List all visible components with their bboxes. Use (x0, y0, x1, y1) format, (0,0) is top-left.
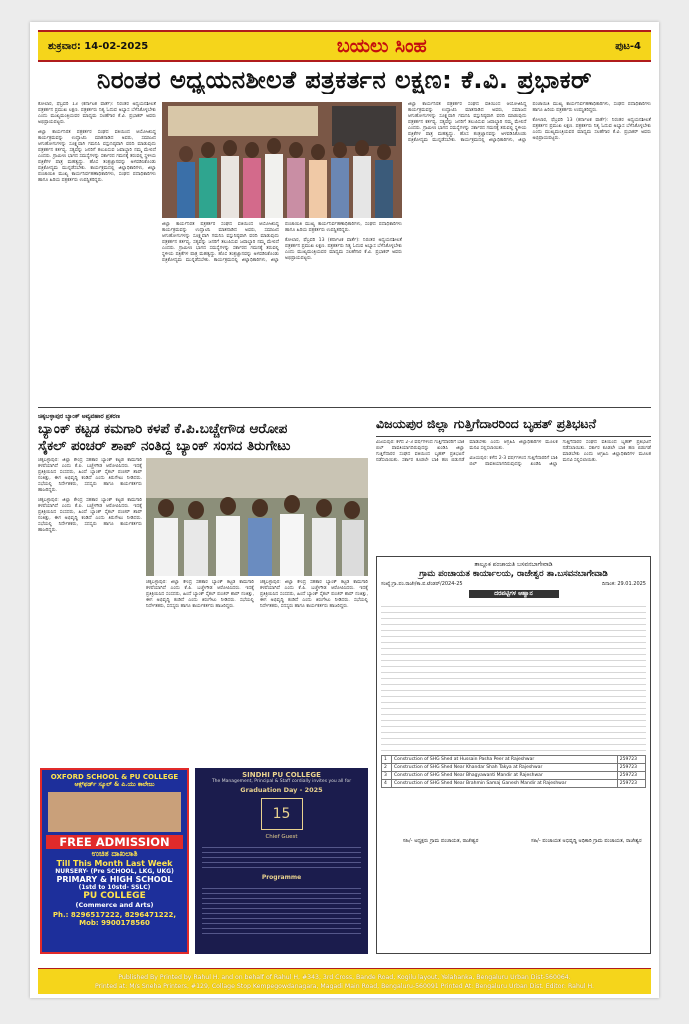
newspaper-page (30, 22, 659, 998)
lead-story-body-cont: ಜಿಲ್ಲಾ ಕಾರ್ಯನಿರತ ಪತ್ರಕರ್ತರ ಸಂಘದ ವತಿಯಿಂದ ಆಯೋಜಿಸಿದ್ದ ಕಾರ್ಯಕ್ರಮವನ್ನು ಉದ್ಘಾಟಿಸಿ ಮಾತನಾಡಿದ ಅವರು, ಸಮಾಜದ ಆಗುಹೋಗುಗಳನ್ನು ಸೂಕ್ಷ್ಮವಾಗಿ ಗಮನಿಸಿ ವಸ್ತುನಿಷ್ಠವಾಗಿ ವರದಿ ಮಾಡುವುದು ಪತ್ರಕರ್ತನ ಕರ್ತವ್ಯ. ಸತ್ಯವನ್ನು ಜನರಿಗೆ ತಲುಪಿಸುವ ಜವಾಬ್ದಾರಿ ನಮ್ಮ ಮೇಲಿದೆ ಎಂದರು. ಗ್ರಾಮೀಣ ಭಾಗದ ಸಮಸ್ಯೆಗಳನ್ನು ಸರ್ಕಾರದ ಗಮನಕ್ಕೆ ತರುವಲ್ಲಿ ಸ್ಥಳೀಯ ಪತ್ರಿಕೆಗಳ ಪಾತ್ರ ಮಹತ್ವದ್ದು. ಹೊಸ ತಂತ್ರಜ್ಞಾನವನ್ನು ಅಳವಡಿಸಿಕೊಂಡು ಪತ್ರಿಕೋದ್ಯಮ ಮುನ್ನಡೆಸಬೇಕು. ಕಾರ್ಯಕ್ರಮದಲ್ಲಿ ಜಿಲ್ಲಾಧಿಕಾರಿಗಳು, ಜಿಲ್ಲಾ ಪಂಚಾಯಿತಿ ಮುಖ್ಯ ಕಾರ್ಯನಿರ್ವಹಣಾಧಿಕಾರಿಗಳು, ಸಂಘದ ಪದಾಧಿಕಾರಿಗಳು ಹಾಗೂ ಹಿರಿಯ ಪತ್ರಕರ್ತರು ಉಪಸ್ಥಿತರಿದ್ದರು. (162, 222, 402, 263)
page-number: ಪುಟ-4 (615, 40, 641, 52)
notice-org: ತಾಲ್ಲೂಕ ಪಂಚಾಯತಿ ಬಸವನಬಾಗೇವಾಡಿ (474, 561, 553, 568)
notice-row (382, 764, 646, 772)
story2-headline-1: ಬ್ಯಾಂಕ್ ಕಟ್ಟಡ ಕಮಗಾರಿ ಕಳಪೆ ಕೆ.ಪಿ.ಬಚ್ಚೇಗೌಡ ಆರೋಪ (38, 421, 288, 437)
notice-text-block (381, 601, 646, 751)
story2-kicker: ಚಿಕ್ಕಬಳ್ಳಾಪುರ ಬ್ಯಾಂಕ್ ಅವ್ಯವಹಾರ ಪ್ರಕರಣ (38, 413, 120, 420)
notice-cell-amount: 259723 (617, 780, 645, 788)
imprint-line-1: Published By Printed by Rahul H. and on behalf of Rahul H, #343, 3rd Cross, Bande Road, Kogilu layout, Yelahanka, Bengaluru Urban Dist-560064. (118, 974, 571, 981)
notice-title: ಗ್ರಾಮ ಪಂಚಾಯತ ಕಾರ್ಯಾಲಯ, ರಾಜೇಶ್ವರ ತಾ.ಬಸವನಬಾಗೇವಾಡಿ (419, 569, 608, 579)
sindhi-college-ad (195, 768, 368, 954)
notice-signatures (381, 838, 646, 844)
college-name: SINDHI PU COLLEGE (242, 771, 321, 779)
story3-body-cols (376, 440, 651, 552)
story2-body-3: ಚಿಕ್ಕಬಳ್ಳಾಪುರ: ಜಿಲ್ಲಾ ಕೇಂದ್ರ ಸಹಕಾರ ಬ್ಯಾಂಕ್ ಕಟ್ಟಡ ಕಾಮಗಾರಿ ಕಳಪೆಯಾಗಿದೆ ಎಂದು ಕೆ.ಪಿ. ಬಚ್ಚೇಗೌಡ ಆರೋಪಿಸಿದರು. ಇದಕ್ಕೆ ಪ್ರತಿಕ್ರಿಯಿಸಿದ ಸಂಸದರು, ಹಿಂದೆ ಬ್ಯಾಂಕ್ ಸೈಕಲ್ ಪಂಚರ್ ಶಾಪ್ ನಂತಿತ್ತು, ಈಗ ಅಭಿವೃದ್ಧಿ ಕಂಡಿದೆ ಎಂದು ತಿರುಗೇಟು ನೀಡಿದರು. ಸಭೆಯಲ್ಲಿ ನಿರ್ದೇಶಕರು, ಸದಸ್ಯರು ಹಾಗೂ ಕಾರ್ಯಕರ್ತರು ಹಾಜರಿದ್ದರು. (260, 580, 368, 609)
notice-cell-work: Construction of SHG Shed at Hussain Pasha Peer at Rajeshwar (392, 756, 618, 764)
lead-story-intro: ಕೋಲಾರ, ಫೆಬ್ರವರಿ 13 (ಕರ್ನಾಟಕ ವಾರ್ತೆ): ನಿರಂತರ ಅಧ್ಯಯನಶೀಲತೆ ಪತ್ರಕರ್ತನ ಪ್ರಮುಖ ಲಕ್ಷಣ. ಪತ್ರಕರ್ತರು ನಿತ್ಯ ಓದುವ ಅಭ್ಯಾಸ ಬೆಳೆಸಿಕೊಳ್ಳಬೇಕು ಎಂದು ಮುಖ್ಯಮಂತ್ರಿಯವರ ಮಾಧ್ಯಮ ಸಲಹೆಗಾರ ಕೆ.ವಿ. ಪ್ರಭಾಕರ್ ಅವರು ಅಭಿಪ್ರಾಯಪಟ್ಟರು. (38, 102, 156, 125)
notice-row (382, 756, 646, 764)
lead-story-col-3 (408, 102, 651, 402)
oxford-offer: FREE ADMISSION (46, 835, 183, 849)
imprint-footer (38, 968, 651, 994)
story2-headline-2: ಸೈಕಲ್ ಪಂಚರ್ ಶಾಪ್ ನಂತಿದ್ದ ಬ್ಯಾಂಕ್ ಸಂಸದ ತಿರುಗೇಟು (38, 438, 291, 454)
story3-divider (376, 436, 651, 437)
oxford-phone: Ph.: 8296517222, 8296471222, (52, 911, 177, 919)
imprint-line-2: Printed at: M/s Sneha Printers, #129, Collage Stop Kempegowdanagara, Magadi Main Road, Bengaluru-560091 Printed At: Bengaluru Urban Dist. Editor: Rahul H. (95, 983, 594, 990)
lead-story-body-right: ಜಿಲ್ಲಾ ಕಾರ್ಯನಿರತ ಪತ್ರಕರ್ತರ ಸಂಘದ ವತಿಯಿಂದ ಆಯೋಜಿಸಿದ್ದ ಕಾರ್ಯಕ್ರಮವನ್ನು ಉದ್ಘಾಟಿಸಿ ಮಾತನಾಡಿದ ಅವರು, ಸಮಾಜದ ಆಗುಹೋಗುಗಳನ್ನು ಸೂಕ್ಷ್ಮವಾಗಿ ಗಮನಿಸಿ ವಸ್ತುನಿಷ್ಠವಾಗಿ ವರದಿ ಮಾಡುವುದು ಪತ್ರಕರ್ತನ ಕರ್ತವ್ಯ. ಸತ್ಯವನ್ನು ಜನರಿಗೆ ತಲುಪಿಸುವ ಜವಾಬ್ದಾರಿ ನಮ್ಮ ಮೇಲಿದೆ ಎಂದರು. ಗ್ರಾಮೀಣ ಭಾಗದ ಸಮಸ್ಯೆಗಳನ್ನು ಸರ್ಕಾರದ ಗಮನಕ್ಕೆ ತರುವಲ್ಲಿ ಸ್ಥಳೀಯ ಪತ್ರಿಕೆಗಳ ಪಾತ್ರ ಮಹತ್ವದ್ದು. ಹೊಸ ತಂತ್ರಜ್ಞಾನವನ್ನು ಅಳವಡಿಸಿಕೊಂಡು ಪತ್ರಿಕೋದ್ಯಮ ಮುನ್ನಡೆಸಬೇಕು. ಕಾರ್ಯಕ್ರಮದಲ್ಲಿ ಜಿಲ್ಲಾಧಿಕಾರಿಗಳು, ಜಿಲ್ಲಾ ಪಂಚಾಯಿತಿ ಮುಖ್ಯ ಕಾರ್ಯನಿರ್ವಹಣಾಧಿಕಾರಿಗಳು, ಸಂಘದ ಪದಾಧಿಕಾರಿಗಳು ಹಾಗೂ ಹಿರಿಯ ಪತ್ರಕರ್ತರು ಉಪಸ್ಥಿತರಿದ್ದರು. (408, 102, 651, 143)
story2-photo (146, 458, 368, 576)
lead-story-intro-cont: ಕೋಲಾರ, ಫೆಬ್ರವರಿ 13 (ಕರ್ನಾಟಕ ವಾರ್ತೆ): ನಿರಂತರ ಅಧ್ಯಯನಶೀಲತೆ ಪತ್ರಕರ್ತನ ಪ್ರಮುಖ ಲಕ್ಷಣ. ಪತ್ರಕರ್ತರು ನಿತ್ಯ ಓದುವ ಅಭ್ಯಾಸ ಬೆಳೆಸಿಕೊಳ್ಳಬೇಕು ಎಂದು ಮುಖ್ಯಮಂತ್ರಿಯವರ ಮಾಧ್ಯಮ ಸಲಹೆಗಾರ ಕೆ.ವಿ. ಪ್ರಭಾಕರ್ ಅವರು ಅಭಿಪ್ರಾಯಪಟ್ಟರು. (285, 238, 402, 261)
college-guest-list (202, 843, 361, 871)
college-tagline: The Management, Principal & Staff cordially invites you all for (211, 779, 352, 784)
lead-story-intro-right: ಕೋಲಾರ, ಫೆಬ್ರವರಿ 13 (ಕರ್ನಾಟಕ ವಾರ್ತೆ): ನಿರಂತರ ಅಧ್ಯಯನಶೀಲತೆ ಪತ್ರಕರ್ತನ ಪ್ರಮುಖ ಲಕ್ಷಣ. ಪತ್ರಕರ್ತರು ನಿತ್ಯ ಓದುವ ಅಭ್ಯಾಸ ಬೆಳೆಸಿಕೊಳ್ಳಬೇಕು ಎಂದು ಮುಖ್ಯಮಂತ್ರಿಯವರ ಮಾಧ್ಯಮ ಸಲಹೆಗಾರ ಕೆ.ವಿ. ಪ್ರಭಾಕರ್ ಅವರು ಅಭಿಪ್ರಾಯಪಟ್ಟರು. (532, 118, 651, 141)
oxford-pu-sub: (Commerce and Arts) (75, 901, 154, 909)
notice-cell-amount: 259723 (617, 772, 645, 780)
lead-story-col-1 (38, 102, 156, 402)
lead-photo (162, 102, 402, 218)
paper-title: ಬಯಲು ಸಿಂಹ (336, 35, 427, 57)
story2-header (38, 413, 368, 455)
notice-cell-amount: 259723 (617, 756, 645, 764)
notice-heading: ದರಪಟ್ಟಿಗಳ ಆಹ್ವಾನ (469, 590, 559, 598)
story3-headline: ವಿಜಯಪುರ ಜಿಲ್ಲಾ ಗುತ್ತಿಗೆದಾರರಿಂದ ಬೃಹತ್ ಪ್ರತಿಭಟನೆ (376, 416, 597, 431)
oxford-primary-sub: (1std to 10std- SSLC) (78, 884, 151, 891)
college-program-list (202, 884, 361, 934)
notice-row (382, 772, 646, 780)
notice-ref: ಸಂಖ್ಯೆ:ಗ್ರಾ.ಪಂ.ರಾಜೇ/ಕಾ.ಪ.ಟೆಂಡರ್/2024-25 (381, 581, 463, 587)
notice-cell-work: Construction of SHG Shed Near Khandar Shah Takya at Rajeshwar (392, 764, 618, 772)
notice-cell-no: 2 (382, 764, 392, 772)
oxford-name-kn: ಆಕ್ಸ್‌ಫರ್ಡ್ ಸ್ಕೂಲ್ & ಪಿ.ಯು ಕಾಲೇಜು (74, 781, 155, 788)
oxford-building-photo (48, 792, 181, 832)
notice-cell-no: 4 (382, 780, 392, 788)
masthead (38, 30, 651, 62)
oxford-primary: PRIMARY & HIGH SCHOOL (56, 875, 173, 884)
oxford-name-en: OXFORD SCHOOL & PU COLLEGE (50, 773, 179, 781)
story2-body-cont: ಚಿಕ್ಕಬಳ್ಳಾಪುರ: ಜಿಲ್ಲಾ ಕೇಂದ್ರ ಸಹಕಾರ ಬ್ಯಾಂಕ್ ಕಟ್ಟಡ ಕಾಮಗಾರಿ ಕಳಪೆಯಾಗಿದೆ ಎಂದು ಕೆ.ಪಿ. ಬಚ್ಚೇಗೌಡ ಆರೋಪಿಸಿದರು. ಇದಕ್ಕೆ ಪ್ರತಿಕ್ರಿಯಿಸಿದ ಸಂಸದರು, ಹಿಂದೆ ಬ್ಯಾಂಕ್ ಸೈಕಲ್ ಪಂಚರ್ ಶಾಪ್ ನಂತಿತ್ತು, ಈಗ ಅಭಿವೃದ್ಧಿ ಕಂಡಿದೆ ಎಂದು ತಿರುಗೇಟು ನೀಡಿದರು. ಸಭೆಯಲ್ಲಿ ನಿರ್ದೇಶಕರು, ಸದಸ್ಯರು ಹಾಗೂ ಕಾರ್ಯಕರ್ತರು ಹಾಜರಿದ್ದರು. (38, 498, 142, 533)
notice-cell-work: Construction of SHG Shed Near Brahmin Samaj Ganesh Mandir at Rajeshwar (392, 780, 618, 788)
story2-body-2: ಚಿಕ್ಕಬಳ್ಳಾಪುರ: ಜಿಲ್ಲಾ ಕೇಂದ್ರ ಸಹಕಾರ ಬ್ಯಾಂಕ್ ಕಟ್ಟಡ ಕಾಮಗಾರಿ ಕಳಪೆಯಾಗಿದೆ ಎಂದು ಕೆ.ಪಿ. ಬಚ್ಚೇಗೌಡ ಆರೋಪಿಸಿದರು. ಇದಕ್ಕೆ ಪ್ರತಿಕ್ರಿಯಿಸಿದ ಸಂಸದರು, ಹಿಂದೆ ಬ್ಯಾಂಕ್ ಸೈಕಲ್ ಪಂಚರ್ ಶಾಪ್ ನಂತಿತ್ತು, ಈಗ ಅಭಿವೃದ್ಧಿ ಕಂಡಿದೆ ಎಂದು ತಿರುಗೇಟು ನೀಡಿದರು. ಸಭೆಯಲ್ಲಿ ನಿರ್ದೇಶಕರು, ಸದಸ್ಯರು ಹಾಗೂ ಕಾರ್ಯಕರ್ತರು ಹಾಜರಿದ್ದರು. (146, 580, 254, 609)
notice-works-table (381, 755, 646, 788)
story2-col-1 (38, 458, 142, 764)
oxford-pu: PU COLLEGE (83, 891, 146, 901)
notice-date: ದಿನಾಂಕ: 29.01.2025 (601, 581, 646, 587)
issue-date: ಶುಕ್ರವಾರ: 14-02-2025 (48, 40, 149, 52)
college-program-label: Programme (261, 874, 302, 881)
college-chief-label: Chief Guest (265, 834, 298, 840)
oxford-deadline: Till This Month Last Week (56, 859, 173, 868)
notice-sign-left: ಸಹಿ/- ಅಧ್ಯಕ್ಷರು ಗ್ರಾಮ ಪಂಚಾಯತ, ರಾಜೇಶ್ವರ (402, 838, 479, 844)
oxford-school-ad (40, 768, 189, 954)
lead-story-body: ಜಿಲ್ಲಾ ಕಾರ್ಯನಿರತ ಪತ್ರಕರ್ತರ ಸಂಘದ ವತಿಯಿಂದ ಆಯೋಜಿಸಿದ್ದ ಕಾರ್ಯಕ್ರಮವನ್ನು ಉದ್ಘಾಟಿಸಿ ಮಾತನಾಡಿದ ಅವರು, ಸಮಾಜದ ಆಗುಹೋಗುಗಳನ್ನು ಸೂಕ್ಷ್ಮವಾಗಿ ಗಮನಿಸಿ ವಸ್ತುನಿಷ್ಠವಾಗಿ ವರದಿ ಮಾಡುವುದು ಪತ್ರಕರ್ತನ ಕರ್ತವ್ಯ. ಸತ್ಯವನ್ನು ಜನರಿಗೆ ತಲುಪಿಸುವ ಜವಾಬ್ದಾರಿ ನಮ್ಮ ಮೇಲಿದೆ ಎಂದರು. ಗ್ರಾಮೀಣ ಭಾಗದ ಸಮಸ್ಯೆಗಳನ್ನು ಸರ್ಕಾರದ ಗಮನಕ್ಕೆ ತರುವಲ್ಲಿ ಸ್ಥಳೀಯ ಪತ್ರಿಕೆಗಳ ಪಾತ್ರ ಮಹತ್ವದ್ದು. ಹೊಸ ತಂತ್ರಜ್ಞಾನವನ್ನು ಅಳವಡಿಸಿಕೊಂಡು ಪತ್ರಿಕೋದ್ಯಮ ಮುನ್ನಡೆಸಬೇಕು. ಕಾರ್ಯಕ್ರಮದಲ್ಲಿ ಜಿಲ್ಲಾಧಿಕಾರಿಗಳು, ಜಿಲ್ಲಾ ಪಂಚಾಯಿತಿ ಮುಖ್ಯ ಕಾರ್ಯನಿರ್ವಹಣಾಧಿಕಾರಿಗಳು, ಸಂಘದ ಪದಾಧಿಕಾರಿಗಳು ಹಾಗೂ ಹಿರಿಯ ಪತ್ರಕರ್ತರು ಉಪಸ್ಥಿತರಿದ್ದರು. (38, 130, 156, 183)
college-badge: 15 (261, 798, 303, 830)
notice-row (382, 780, 646, 788)
college-event: Graduation Day - 2025 (240, 786, 323, 794)
notice-sign-right: ಸಹಿ/- ಪಂಚಾಯತ ಅಭಿವೃದ್ಧಿ ಅಧಿಕಾರಿ ಗ್ರಾಮ ಪಂಚಾಯತ, ರಾಜೇಶ್ವರ (531, 838, 642, 844)
notice-cell-amount: 259723 (617, 764, 645, 772)
notice-cell-work: Construction of SHG Shed Near Bhagyawanti Mandir at Rajeshwar (392, 772, 618, 780)
notice-cell-no: 1 (382, 756, 392, 764)
oxford-nursery: NURSERY- (Pre SCHOOL, LKG, UKG) (55, 868, 174, 875)
notice-cell-no: 3 (382, 772, 392, 780)
story3-body-cont: ವಿಜಯಪುರ: ಕಳೆದ 2-3 ವರ್ಷಗಳಿಂದ ಗುತ್ತಿಗೆದಾರರಿಗೆ ಬಾಕಿ ಬಿಲ್ ಪಾವತಿಯಾಗದಿರುವುದನ್ನು ಖಂಡಿಸಿ ಜಿಲ್ಲಾ ಗುತ್ತಿಗೆದಾರರ ಸಂಘದ ವತಿಯಿಂದ ಬೃಹತ್ ಪ್ರತಿಭಟನೆ ನಡೆಸಲಾಯಿತು. ಸರ್ಕಾರ ಕೂಡಲೇ ಬಾಕಿ ಹಣ ಬಿಡುಗಡೆ ಮಾಡಬೇಕು ಎಂದು ಆಗ್ರಹಿಸಿ ಜಿಲ್ಲಾಧಿಕಾರಿಗಳ ಮೂಲಕ ಮನವಿ ಸಲ್ಲಿಸಲಾಯಿತು. (469, 440, 651, 467)
notice-meta (381, 581, 646, 587)
story2-body: ಚಿಕ್ಕಬಳ್ಳಾಪುರ: ಜಿಲ್ಲಾ ಕೇಂದ್ರ ಸಹಕಾರ ಬ್ಯಾಂಕ್ ಕಟ್ಟಡ ಕಾಮಗಾರಿ ಕಳಪೆಯಾಗಿದೆ ಎಂದು ಕೆ.ಪಿ. ಬಚ್ಚೇಗೌಡ ಆರೋಪಿಸಿದರು. ಇದಕ್ಕೆ ಪ್ರತಿಕ್ರಿಯಿಸಿದ ಸಂಸದರು, ಹಿಂದೆ ಬ್ಯಾಂಕ್ ಸೈಕಲ್ ಪಂಚರ್ ಶಾಪ್ ನಂತಿತ್ತು, ಈಗ ಅಭಿವೃದ್ಧಿ ಕಂಡಿದೆ ಎಂದು ತಿರುಗೇಟು ನೀಡಿದರು. ಸಭೆಯಲ್ಲಿ ನಿರ್ದೇಶಕರು, ಸದಸ್ಯರು ಹಾಗೂ ಕಾರ್ಯಕರ್ತರು ಹಾಜರಿದ್ದರು. (38, 458, 142, 493)
section-divider (38, 407, 651, 408)
story2-col-2 (146, 580, 368, 764)
story3-body: ವಿಜಯಪುರ: ಕಳೆದ 2-3 ವರ್ಷಗಳಿಂದ ಗುತ್ತಿಗೆದಾರರಿಗೆ ಬಾಕಿ ಬಿಲ್ ಪಾವತಿಯಾಗದಿರುವುದನ್ನು ಖಂಡಿಸಿ ಜಿಲ್ಲಾ ಗುತ್ತಿಗೆದಾರರ ಸಂಘದ ವತಿಯಿಂದ ಬೃಹತ್ ಪ್ರತಿಭಟನೆ ನಡೆಸಲಾಯಿತು. ಸರ್ಕಾರ ಕೂಡಲೇ ಬಾಕಿ ಹಣ ಬಿಡುಗಡೆ ಮಾಡಬೇಕು ಎಂದು ಆಗ್ರಹಿಸಿ ಜಿಲ್ಲಾಧಿಕಾರಿಗಳ ಮೂಲಕ ಮನವಿ ಸಲ್ಲಿಸಲಾಯಿತು. (376, 440, 558, 463)
tender-notice (376, 556, 651, 954)
oxford-offer-kn: ಉಚಿತ ದಾಖಲಾತಿ (91, 849, 138, 858)
lead-story-col-2 (162, 222, 402, 402)
lead-headline: ನಿರಂತರ ಅಧ್ಯಯನಶೀಲತೆ ಪತ್ರಕರ್ತನ ಲಕ್ಷಣ: ಕೆ.ವಿ. ಪ್ರಭಾಕರ್ (97, 66, 592, 94)
oxford-mobile: Mob: 9900178560 (79, 919, 150, 927)
